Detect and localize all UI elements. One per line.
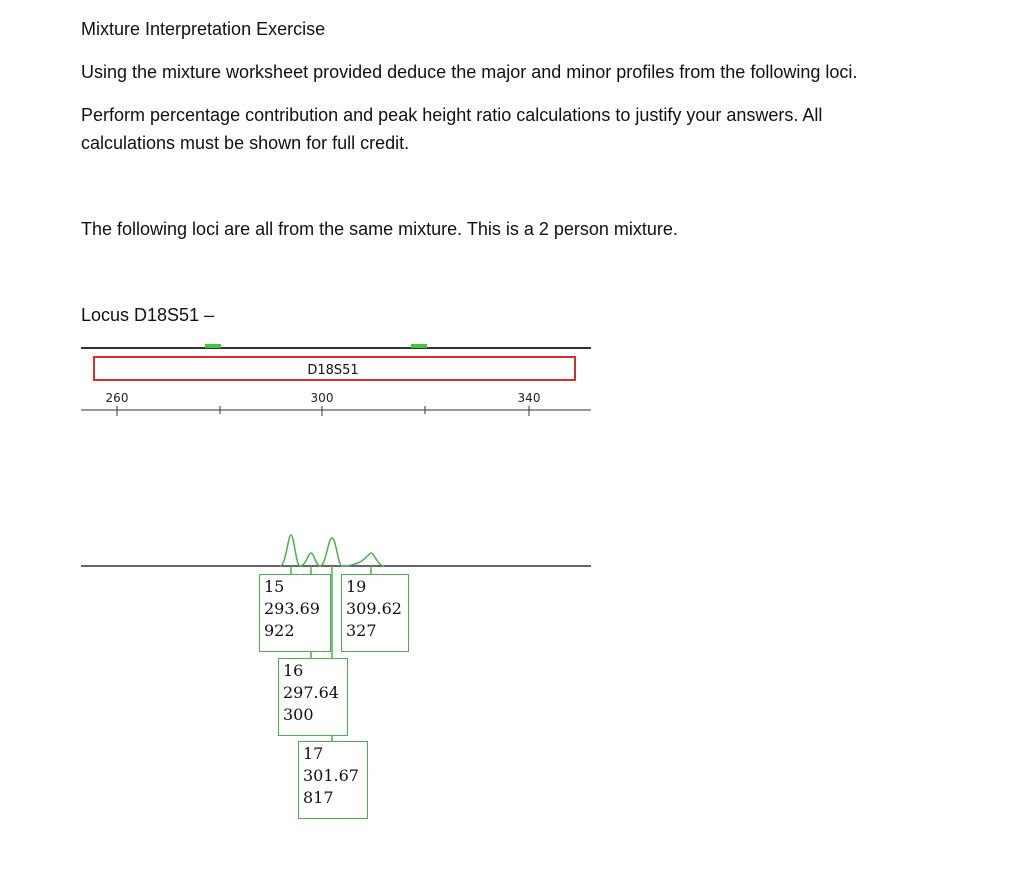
instruction-paragraph-2-line-2: calculations must be shown for full credit. [81,133,410,153]
allele-label-19 [341,574,409,652]
allele-number: 15 [264,577,285,596]
allele-number: 16 [283,661,304,680]
instruction-paragraph-1: Using the mixture worksheet provided deduce the major and minor profiles from the following loci. [81,62,858,82]
allele-label-16 [278,658,348,736]
allele-number: 17 [303,744,324,763]
peak-trace [280,535,384,566]
allele-height: 817 [303,788,334,807]
allele-size: 309.62 [346,599,402,618]
bin-marker-right [411,344,427,348]
allele-size: 301.67 [303,766,359,785]
ruler-label-260: 260 [105,391,129,405]
allele-size: 297.64 [283,683,339,702]
bin-marker-left [205,344,221,348]
locus-bin-label: D18S51 [307,363,359,378]
page-title: Mixture Interpretation Exercise [81,19,326,39]
allele-height: 300 [283,705,314,724]
allele-size: 293.69 [264,599,320,618]
locus-label: Locus D18S51 – [81,305,215,325]
allele-height: 922 [264,621,295,640]
mixture-note: The following loci are all from the same mixture. This is a 2 person mixture. [81,219,678,239]
allele-label-17 [298,741,368,819]
allele-number: 19 [346,577,367,596]
allele-label-15 [259,574,331,652]
ruler-label-300: 300 [310,391,334,405]
instruction-paragraph-2-line-1: Perform percentage contribution and peak height ratio calculations to justify your answers. All [81,105,823,125]
allele-height: 327 [346,621,377,640]
ruler-label-340: 340 [517,391,541,405]
ruler-ticks [117,406,529,416]
